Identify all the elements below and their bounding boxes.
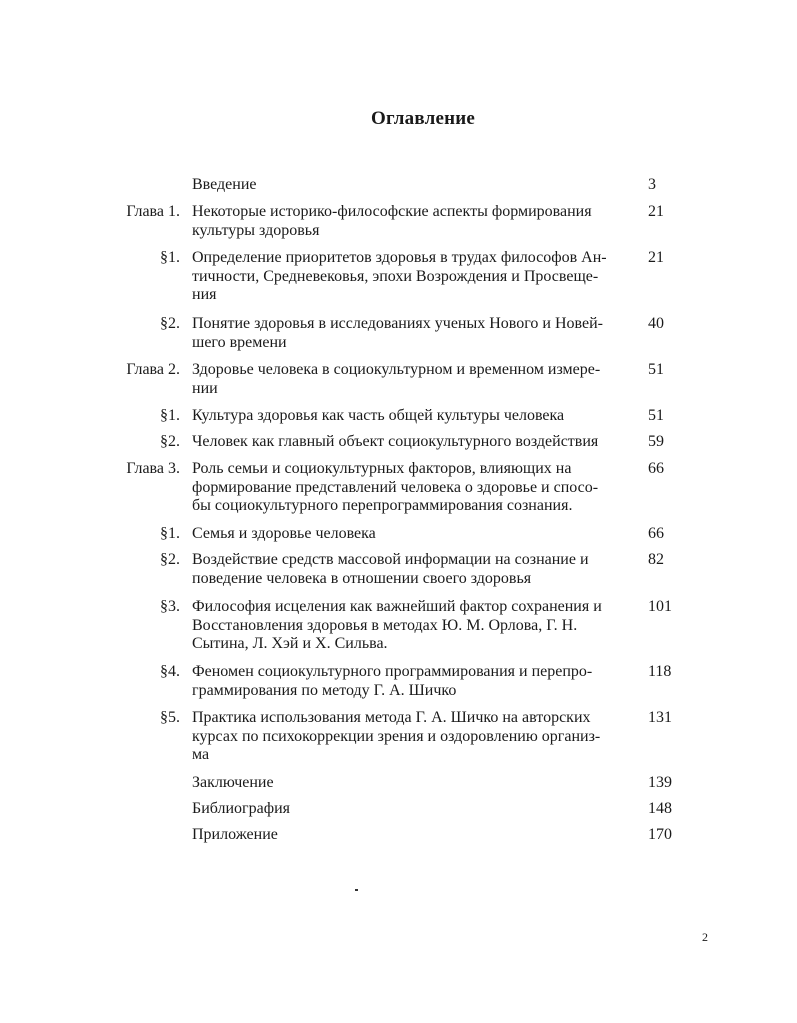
toc-entry-title-line: Роль семьи и социокультурных факторов, влияющих на (192, 460, 572, 477)
toc-entry-page: 131 (648, 709, 672, 726)
toc-entry-title (192, 315, 634, 352)
toc-entry-title (192, 826, 634, 845)
toc-entry-title (192, 598, 634, 654)
toc-entry-page: 139 (648, 774, 672, 791)
toc-entry-page: 40 (648, 315, 664, 332)
toc-entry-title-line: культуры здоровья (192, 221, 320, 239)
toc-entry-title (192, 361, 634, 398)
toc-entry-page: 148 (648, 800, 672, 817)
toc-entry-label: §1. (160, 407, 180, 424)
toc-entry-title-line: Определение приоритетов здоровья в трудах философов Ан- (192, 249, 607, 266)
toc-entry-page: 170 (648, 826, 672, 843)
toc-entry-title (192, 663, 634, 700)
toc-entry-page: 51 (648, 361, 664, 378)
toc-entry-title-line: Библиография (192, 800, 290, 817)
toc-entry-title-line: Заключение (192, 774, 274, 791)
toc-entry-label: §1. (160, 249, 180, 266)
toc-entry-title-line: шего времени (192, 333, 287, 351)
toc-entry-title-line: поведение человека в отношении своего здоровья (192, 569, 532, 587)
toc-entry-title-line: Семья и здоровье человека (192, 525, 376, 542)
toc-entry-title (192, 203, 634, 240)
toc-entry-title-line: Философия исцеления как важнейший фактор сохранения и (192, 598, 602, 615)
toc-entry-title (192, 433, 634, 452)
toc-entry-title-line: Культура здоровья как часть общей культуры человека (192, 407, 565, 424)
toc-entry-page: 59 (648, 433, 664, 450)
toc-entry-label: Глава 2. (126, 361, 180, 378)
toc-entry-page: 66 (648, 460, 664, 477)
toc-entry-title (192, 525, 634, 544)
toc-entry-label: §3. (160, 598, 180, 615)
toc-entry-title-line: нии (192, 379, 218, 397)
toc-entry-title (192, 249, 634, 305)
toc-entry-title (192, 709, 634, 765)
toc-entry-page: 82 (648, 551, 664, 568)
toc-entry-title-line: Воздействие средств массовой информации на сознание и (192, 551, 589, 568)
toc-entry-label: §2. (160, 551, 180, 568)
toc-entry-title-line: ния (192, 286, 217, 303)
scan-speck (355, 889, 358, 891)
toc-entry-title-line: граммирования по методу Г. А. Шичко (192, 681, 457, 699)
toc-entry-title-line: бы социокультурного перепрограммирования сознания. (192, 497, 573, 514)
page-number: 2 (702, 930, 708, 944)
toc-entry-title-line: Сытина, Л. Хэй и Х. Сильва. (192, 635, 388, 652)
toc-entry-title-line: Некоторые историко-философские аспекты формирования (192, 203, 592, 220)
toc-entry-label: Глава 3. (126, 460, 180, 477)
page-title: Оглавление (370, 108, 476, 129)
toc-entry-page: 21 (648, 203, 664, 220)
toc-entry-title-line: Введение (192, 176, 257, 193)
toc-entry-title (192, 407, 634, 426)
toc-entry-title-line: ма (192, 746, 210, 763)
toc-entry-title (192, 774, 634, 793)
toc-entry-page: 3 (648, 176, 656, 193)
toc-entry-title-line: курсах по психокоррекции зрения и оздоровлению организ- (192, 727, 601, 745)
toc-entry-label: Глава 1. (126, 203, 180, 220)
toc-entry-title-line: Человек как главный объект социокультурного воздействия (192, 433, 599, 450)
toc-entry-title (192, 551, 634, 588)
toc-entry-title-line: Феномен социокультурного программирования и перепро- (192, 663, 593, 680)
toc-entry-title-line: Понятие здоровья в исследованиях ученых Нового и Новей- (192, 315, 603, 332)
toc-entry-page: 101 (648, 598, 672, 615)
toc-entry-title-line: тичности, Средневековья, эпохи Возрождения и Просвеще- (192, 267, 599, 285)
toc-entry-label: §2. (160, 315, 180, 332)
toc-entry-label: §2. (160, 433, 180, 450)
toc-entry-label: §5. (160, 709, 180, 726)
toc-entry-title-line: Восстановления здоровья в методах Ю. М. Орлова, Г. Н. (192, 616, 578, 634)
toc-entry-title-line: Здоровье человека в социокультурном и временном измере- (192, 361, 601, 378)
toc-entry-label: §1. (160, 525, 180, 542)
toc-entry-title (192, 460, 634, 516)
toc-entry-title-line: Приложение (192, 826, 278, 843)
toc-entry-label: §4. (160, 663, 180, 680)
toc-entry-page: 21 (648, 249, 664, 266)
toc-entry-title-line: Практика использования метода Г. А. Шичко на авторских (192, 709, 591, 726)
toc-entry-title (192, 800, 634, 819)
toc-entry-page: 118 (648, 663, 672, 680)
toc-entry-page: 51 (648, 407, 664, 424)
toc-entry-title-line: формирование представлений человека о здоровье и спосо- (192, 478, 599, 496)
toc-entry-title (192, 176, 634, 195)
toc-entry-page: 66 (648, 525, 664, 542)
